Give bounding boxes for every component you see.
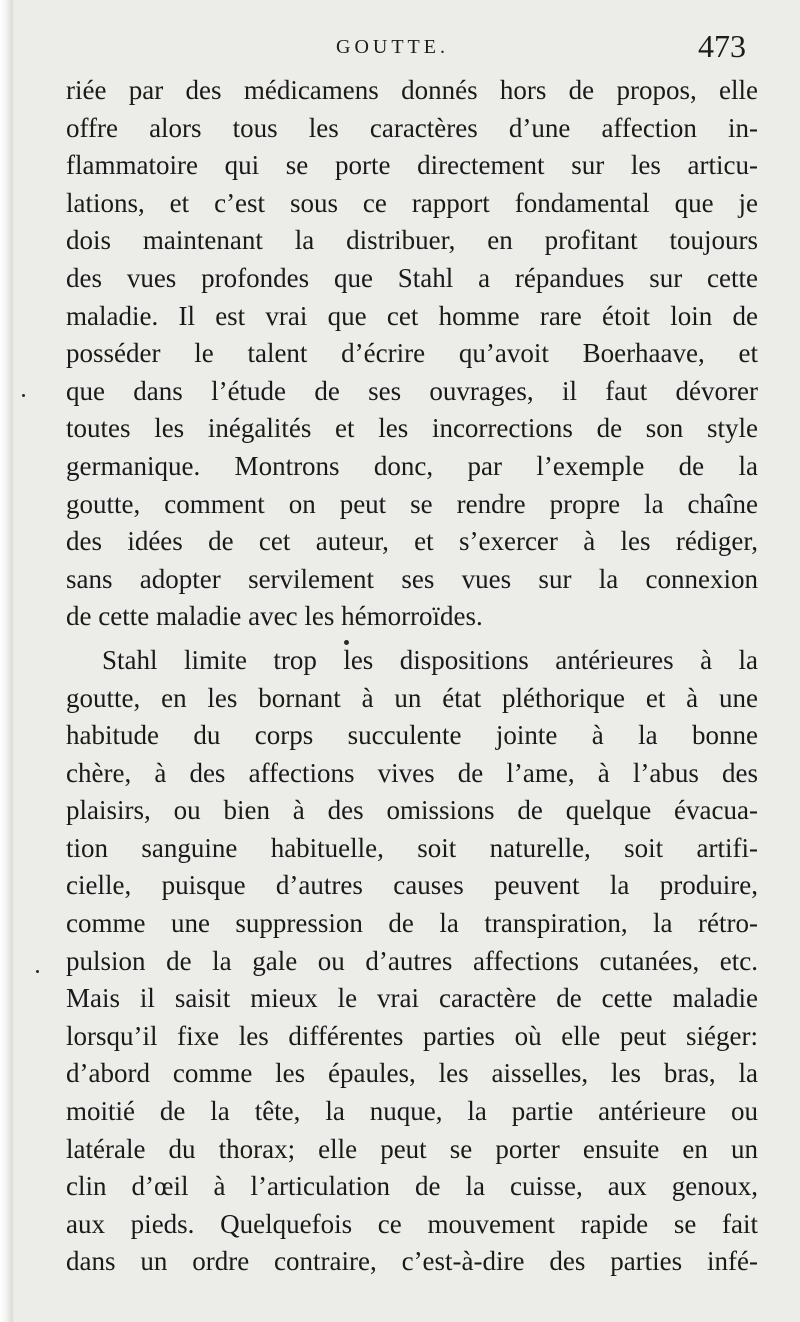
paragraph-1 — [66, 72, 758, 636]
text-line: des vues profondes que Stahl a répandues sur cette — [66, 262, 758, 293]
text-line: tion sanguine habituelle, soit naturelle, soit artifi- — [66, 832, 758, 863]
text-line: offre alors tous les caractères d’une affection in- — [66, 112, 758, 143]
text-line: cielle, puisque d’autres causes peuvent la produire, — [66, 870, 758, 901]
text-line: plaisirs, ou bien à des omissions de quelque évacua- — [66, 795, 758, 826]
text-line: de cette maladie avec les hémorroïdes. — [66, 601, 483, 632]
text-line: toutes les inégalités et les incorrections de son style — [66, 413, 758, 444]
page-number: 473 — [698, 28, 746, 64]
text-line: habitude du corps succulente jointe à la bonne — [66, 720, 758, 751]
text-line: des idées de cet auteur, et s’exercer à les rédiger, — [66, 526, 758, 557]
text-line: que dans l’étude de ses ouvrages, il faut dévorer — [66, 375, 758, 406]
text-line: goutte, en les bornant à un état pléthorique et à une — [66, 682, 758, 713]
text-line: clin d’œil à l’articulation de la cuisse, aux genoux, — [66, 1171, 758, 1202]
text-line: aux pieds. Quelquefois ce mouvement rapide se fait — [66, 1208, 758, 1239]
text-line: germanique. Montrons donc, par l’exemple de la — [66, 450, 758, 481]
text-line: maladie. Il est vrai que cet homme rare étoit loin de — [66, 300, 758, 331]
ink-speck — [344, 640, 349, 645]
text-line: dans un ordre contraire, c’est-à-dire des parties infé- — [66, 1246, 758, 1277]
text-line: pulsion de la gale ou d’autres affections cutanées, etc. — [66, 945, 758, 976]
text-line: flammatoire qui se porte directement sur les articu- — [66, 150, 758, 181]
text-line: posséder le talent d’écrire qu’avoit Boerhaave, et — [66, 338, 758, 369]
text-line: lations, et c’est sous ce rapport fondamental que je — [66, 187, 758, 218]
text-line: moitié de la tête, la nuque, la partie antérieure ou — [66, 1096, 758, 1127]
text-line: Mais il saisit mieux le vrai caractère de cette maladie — [66, 983, 758, 1014]
text-line: Stahl limite trop les dispositions antérieures à la — [102, 644, 758, 675]
text-line: d’abord comme les épaules, les aisselles, les bras, la — [66, 1058, 758, 1089]
text-line: comme une suppression de la transpiration, la rétro- — [66, 908, 758, 939]
page-gutter-edge — [0, 0, 14, 1322]
running-title: GOUTTE. — [336, 36, 449, 58]
text-line: sans adopter servilement ses vues sur la connexion — [66, 563, 758, 594]
ink-speck — [36, 970, 39, 973]
text-line: latérale du thorax; elle peut se porter ensuite en un — [66, 1133, 758, 1164]
running-head — [0, 28, 800, 64]
text-line: riée par des médicamens donnés hors de propos, elle — [66, 75, 758, 105]
text-line: goutte, comment on peut se rendre propre la chaîne — [66, 488, 758, 519]
body-text — [66, 72, 758, 1281]
ink-speck — [22, 394, 25, 397]
text-line: lorsqu’il fixe les différentes parties où elle peut siéger: — [66, 1020, 758, 1051]
text-line: chère, à des affections vives de l’ame, à l’abus des — [66, 757, 758, 788]
text-line: dois maintenant la distribuer, en profitant toujours — [66, 225, 758, 256]
paragraph-2 — [66, 642, 758, 1281]
